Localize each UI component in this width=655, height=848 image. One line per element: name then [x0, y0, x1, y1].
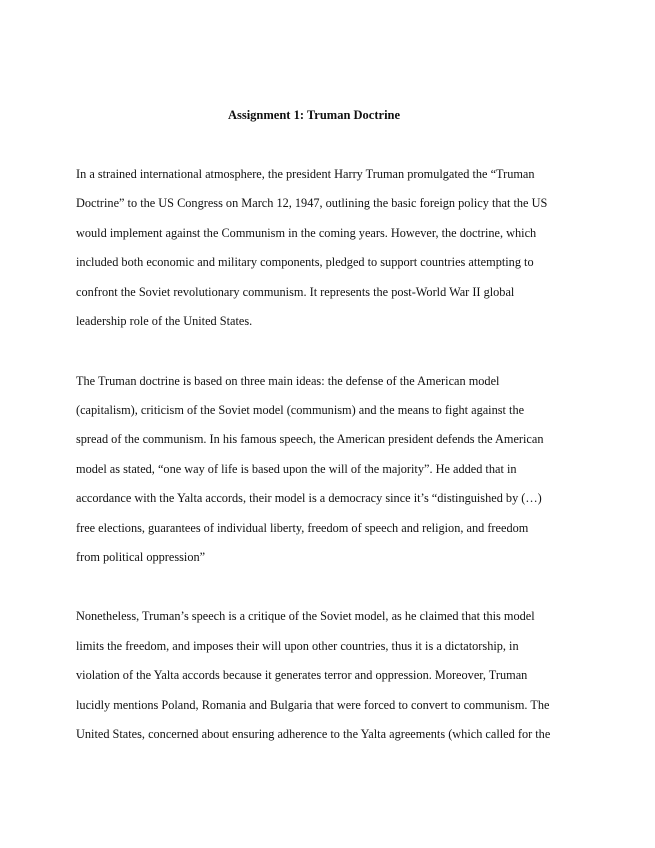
paragraph-2-line: model as stated, “one way of life is based upon the will of the majority”. He added that in — [76, 462, 517, 476]
paragraph-2-line: free elections, guarantees of individual liberty, freedom of speech and religion, and freedom — [76, 521, 529, 535]
paragraph-1-line: confront the Soviet revolutionary communism. It represents the post-World War II global — [76, 285, 515, 299]
paragraph-1-line: In a strained international atmosphere, the president Harry Truman promulgated the “Truman — [76, 167, 535, 181]
paragraph-1-line: Doctrine” to the US Congress on March 12, 1947, outlining the basic foreign policy that the US — [76, 196, 548, 210]
paragraph-2-line: accordance with the Yalta accords, their model is a democracy since it’s “distinguished by (…) — [76, 491, 542, 505]
paragraph-3-line: limits the freedom, and imposes their will upon other countries, thus it is a dictatorship, in — [76, 639, 519, 653]
paragraph-1-line: would implement against the Communism in the coming years. However, the doctrine, which — [76, 226, 537, 240]
document-title: Assignment 1: Truman Doctrine — [227, 108, 401, 122]
paragraph-2-line: spread of the communism. In his famous speech, the American president defends the American — [76, 432, 544, 446]
paragraph-1-line: leadership role of the United States. — [76, 314, 253, 328]
paragraph-2-line: (capitalism), criticism of the Soviet model (communism) and the means to fight against the — [76, 403, 525, 417]
paragraph-2-line: The Truman doctrine is based on three main ideas: the defense of the American model — [76, 374, 500, 388]
paragraph-2-line: from political oppression” — [76, 550, 206, 564]
paragraph-3-line: Nonetheless, Truman’s speech is a critique of the Soviet model, as he claimed that this model — [76, 609, 535, 623]
paragraph-3-line: violation of the Yalta accords because it generates terror and oppression. Moreover, Truman — [76, 668, 528, 682]
paragraph-3-line: lucidly mentions Poland, Romania and Bulgaria that were forced to convert to communism. The — [76, 698, 550, 712]
paragraph-1-line: included both economic and military components, pledged to support countries attempting to — [76, 255, 534, 269]
paragraph-3-line: United States, concerned about ensuring adherence to the Yalta agreements (which called for the — [76, 727, 551, 741]
